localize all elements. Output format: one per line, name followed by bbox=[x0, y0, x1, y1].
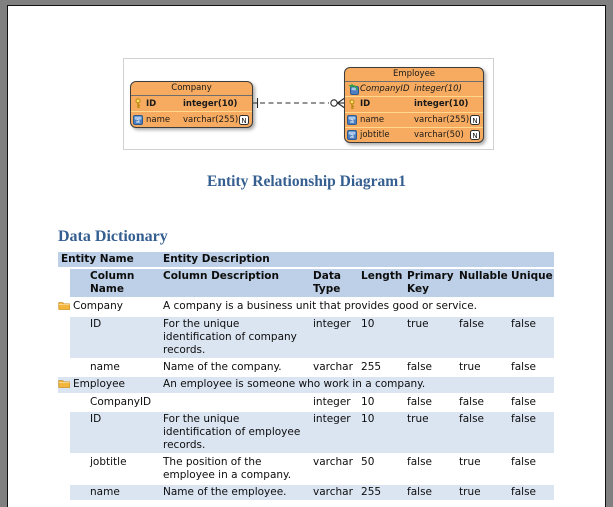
column-icon bbox=[133, 114, 146, 125]
column-row-name bbox=[58, 360, 554, 375]
svg-text:a: a bbox=[350, 132, 354, 140]
data-type-cell: varchar bbox=[310, 485, 358, 500]
nullable-icon bbox=[470, 115, 481, 125]
entity-column-type: integer(10) bbox=[183, 98, 238, 109]
column-name-cell: ID bbox=[70, 412, 160, 453]
entity-title-company: Company bbox=[131, 82, 252, 96]
row-icon-spacer bbox=[58, 395, 70, 410]
entity-row-company bbox=[58, 299, 554, 315]
unique-cell: false bbox=[508, 412, 554, 453]
entity-name-cell: Employee bbox=[70, 377, 160, 393]
entity-box-company bbox=[130, 81, 253, 128]
length-cell: 10 bbox=[361, 396, 375, 408]
column-description-cell: For the unique identification of employee records. bbox=[160, 412, 310, 453]
nullable-icon bbox=[470, 130, 481, 140]
length-cell: 255 bbox=[361, 361, 382, 373]
data-dictionary-table bbox=[58, 250, 554, 502]
entity-column-type: integer(10) bbox=[414, 84, 462, 95]
header-length: Length bbox=[358, 269, 404, 297]
primary-key-cell: true bbox=[404, 317, 456, 358]
column-name-cell: name bbox=[70, 485, 160, 500]
primary-key-cell: true bbox=[404, 412, 456, 453]
nullable-cell: true bbox=[459, 361, 481, 373]
entity-row-employee bbox=[58, 377, 554, 393]
data-type-cell: integer bbox=[310, 412, 358, 453]
svg-text:a: a bbox=[136, 116, 140, 125]
data-type-cell: varchar bbox=[313, 361, 353, 373]
entity-box-employee bbox=[344, 67, 484, 143]
column-name-cell: ID bbox=[70, 317, 160, 358]
length-cell: 10 bbox=[358, 317, 404, 358]
entity-column-row-id bbox=[131, 96, 252, 111]
unique-cell: false bbox=[511, 396, 536, 408]
column-name-cell: jobtitle bbox=[90, 456, 127, 468]
column-description-cell: Name of the employee. bbox=[160, 485, 310, 500]
data-type-cell: integer bbox=[313, 396, 351, 408]
row-icon-spacer bbox=[58, 360, 70, 375]
length-cell: 50 bbox=[361, 456, 375, 468]
header-column-description: Column Description bbox=[160, 269, 310, 297]
column-row-companyid bbox=[58, 395, 554, 410]
data-type-cell: integer bbox=[310, 317, 358, 358]
length-cell: 255 bbox=[358, 485, 404, 500]
document-page bbox=[7, 5, 606, 507]
row-icon-spacer bbox=[58, 455, 70, 483]
er-diagram-frame bbox=[123, 58, 494, 150]
nullable-cell: false bbox=[456, 317, 508, 358]
entity-name-cell: Company bbox=[73, 300, 123, 312]
nullable-icon bbox=[239, 115, 250, 125]
header-unique: Unique bbox=[508, 269, 554, 297]
foreign-key-icon bbox=[347, 84, 360, 95]
row-icon-spacer bbox=[58, 412, 70, 453]
entity-column-name: ID bbox=[360, 99, 371, 110]
header-nullable: Nullable bbox=[456, 269, 508, 297]
column-description-cell: Name of the company. bbox=[163, 361, 282, 373]
primary-key-cell: false bbox=[404, 485, 456, 500]
entity-column-name: CompanyID bbox=[360, 84, 410, 95]
unique-cell: false bbox=[508, 485, 554, 500]
column-name-cell: CompanyID bbox=[90, 396, 152, 408]
primary-key-icon bbox=[347, 99, 360, 110]
data-type-cell: varchar bbox=[313, 456, 353, 468]
entity-column-name: jobtitle bbox=[360, 129, 390, 140]
table-header-row-entity bbox=[58, 252, 554, 267]
entity-columns-company bbox=[131, 96, 252, 127]
entity-column-name: ID bbox=[146, 98, 157, 109]
svg-text:N: N bbox=[241, 116, 247, 125]
entity-column-type: varchar(255) bbox=[183, 114, 239, 125]
header-primary-key: Primary Key bbox=[404, 269, 456, 297]
entity-column-name: name bbox=[146, 114, 171, 125]
entity-description-cell: An employee is someone who work in a company. bbox=[160, 377, 554, 393]
column-row-jobtitle bbox=[58, 455, 554, 483]
table-header-row-column bbox=[58, 269, 554, 297]
column-description-cell: The position of the employee in a company. bbox=[163, 456, 292, 481]
column-description-cell bbox=[160, 395, 310, 410]
primary-key-cell: false bbox=[407, 396, 432, 408]
row-icon-spacer bbox=[58, 317, 70, 358]
dictionary-table-body bbox=[58, 299, 554, 500]
nullable-cell: true bbox=[456, 485, 508, 500]
entity-column-type: integer(10) bbox=[414, 99, 469, 110]
entity-column-name: name bbox=[360, 114, 385, 125]
header-entity-description: Entity Description bbox=[160, 252, 554, 267]
unique-cell: false bbox=[511, 456, 536, 468]
column-row-name bbox=[58, 485, 554, 500]
entity-column-row-companyid bbox=[345, 82, 483, 96]
folder-icon bbox=[58, 299, 70, 315]
folder-icon bbox=[58, 377, 70, 393]
entity-column-type: varchar(255) bbox=[414, 114, 470, 125]
nullable-cell: false bbox=[459, 396, 484, 408]
header-column-name: Column Name bbox=[70, 269, 160, 297]
column-icon bbox=[347, 114, 360, 125]
entity-description-cell: A company is a business unit that provides good or service. bbox=[163, 300, 477, 312]
entity-column-row-id bbox=[345, 96, 483, 111]
column-icon bbox=[347, 129, 360, 140]
svg-text:N: N bbox=[472, 116, 478, 125]
primary-key-cell: false bbox=[407, 456, 432, 468]
primary-key-cell: false bbox=[407, 361, 432, 373]
nullable-cell: true bbox=[459, 456, 481, 468]
header-icon-spacer bbox=[58, 269, 70, 297]
entity-column-row-name bbox=[131, 111, 252, 127]
header-entity-name: Entity Name bbox=[58, 252, 160, 267]
cardinality-zero-circle bbox=[331, 100, 337, 106]
entity-columns-employee bbox=[345, 82, 483, 142]
entity-column-type: varchar(50) bbox=[414, 129, 464, 140]
entity-column-row-name bbox=[345, 112, 483, 127]
column-row-id bbox=[58, 317, 554, 358]
data-dictionary-heading: Data Dictionary bbox=[58, 228, 168, 245]
nullable-cell: false bbox=[456, 412, 508, 453]
column-name-cell: name bbox=[90, 361, 120, 373]
length-cell: 10 bbox=[358, 412, 404, 453]
diagram-title: Entity Relationship Diagram1 bbox=[207, 173, 406, 190]
unique-cell: false bbox=[511, 361, 536, 373]
column-row-id bbox=[58, 412, 554, 453]
row-icon-spacer bbox=[58, 485, 70, 500]
svg-text:a: a bbox=[350, 116, 354, 125]
unique-cell: false bbox=[508, 317, 554, 358]
entity-column-row-jobtitle bbox=[345, 127, 483, 142]
header-data-type: Data Type bbox=[310, 269, 358, 297]
svg-text:N: N bbox=[472, 131, 478, 140]
entity-title-employee: Employee bbox=[345, 68, 483, 82]
column-description-cell: For the unique identification of company records. bbox=[160, 317, 310, 358]
primary-key-icon bbox=[133, 98, 146, 109]
